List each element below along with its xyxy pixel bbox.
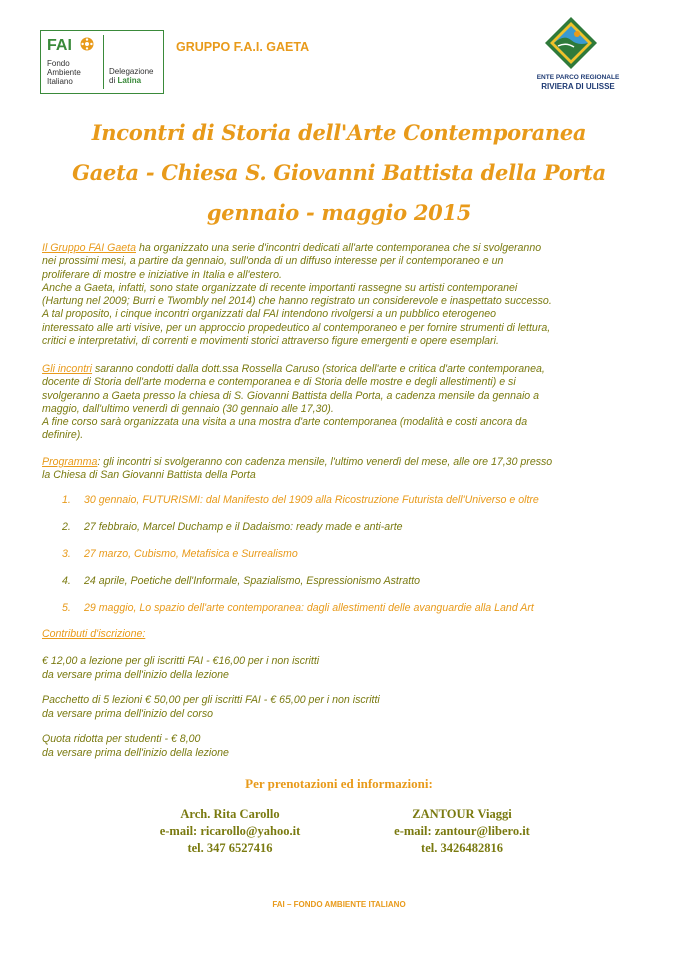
contact-left	[140, 806, 320, 857]
fai-delegation: Delegazione di Latina	[109, 67, 154, 85]
contact-name: Arch. Rita Carollo	[180, 807, 280, 821]
contact-right	[372, 806, 552, 857]
list-item: 3. 27 marzo, Cubismo, Metafisica e Surrealismo	[62, 548, 298, 560]
fee-block: Quota ridotta per studenti - € 8,00 da versare prima dell'inizio della lezione	[42, 733, 229, 759]
fees-heading: Contributi d'iscrizione:	[42, 628, 146, 640]
speakers-lead-link[interactable]: Gli incontri	[42, 363, 93, 375]
fai-subtitle: Fondo Ambiente Italiano	[47, 59, 81, 86]
title-line-1: Incontri di Storia dell'Arte Contemporanea	[91, 120, 587, 145]
park-logo-line1: ENTE PARCO REGIONALE	[536, 74, 620, 81]
list-item: 2. 27 febbraio, Marcel Duchamp e il Dadaismo: ready made e anti-arte	[62, 521, 403, 533]
program-lead-link[interactable]: Programma	[42, 456, 98, 468]
speakers-paragraph: Gli incontri saranno condotti dalla dott.ssa Rossella Caruso (storica dell'arte e critica d'arte contemporanea, docente di Storia dell'arte moderna e contemporanea e di Storia delle mostre e degli allestimenti) e si svolgeranno a Gaeta presso la chiesa di S. Giovanni Battista della Porta, a cadenza mensile da gennaio a maggio, dall'ultimo venerdì di gennaio (30 gennaio alle 17,30). A fine corso sarà organizzata una visita a una mostra d'arte contemporanea (modalità e costi ancora da definire).	[42, 363, 545, 442]
contact-phone: tel. 347 6527416	[187, 841, 273, 855]
program-paragraph: Programma: gli incontri si svolgeranno con cadenza mensile, l'ultimo venerdì del mese, alle ore 17,30 presso la Chiesa di San Giovanni Battista della Porta	[42, 456, 553, 482]
contact-email-link[interactable]: e-mail: zantour@libero.it	[394, 824, 530, 838]
title-line-2: Gaeta - Chiesa S. Giovanni Battista della Porta	[72, 160, 606, 185]
contact-email-link[interactable]: e-mail: ricarollo@yahoo.it	[159, 824, 301, 838]
park-logo-line2: RIVIERA DI ULISSE	[541, 82, 615, 91]
fee-block: Pacchetto di 5 lezioni € 50,00 per gli iscritti FAI - € 65,00 per i non iscritti da versare prima dell'inizio del corso	[42, 694, 380, 720]
list-item: 5. 29 maggio, Lo spazio dell'arte contemporanea: dagli allestimenti delle avanguardie alla Land Art	[62, 602, 534, 614]
fee-block: € 12,00 a lezione per gli iscritti FAI - €16,00 per i non iscritti da versare prima dell'inizio della lezione	[42, 655, 320, 681]
list-item: 1. 30 gennaio, FUTURISMI: dal Manifesto del 1909 alla Ricostruzione Futurista dell'Universo e oltre	[62, 494, 539, 506]
contact-name: ZANTOUR Viaggi	[412, 807, 512, 821]
contacts-heading: Per prenotazioni ed informazioni:	[245, 776, 433, 791]
list-item: 4. 24 aprile, Poetiche dell'Informale, Spazialismo, Espressionismo Astratto	[62, 575, 421, 587]
intro-paragraph: Il Gruppo FAI Gaeta ha organizzato una serie d'incontri dedicati all'arte contemporanea che si svolgeranno nei prossimi mesi, a partire da gennaio, sull'onda di un diffuso interesse per il contemporaneo e un proliferare di mostre e iniziative in Italia e all'estero. Anche a Gaeta, infatti, sono state organizzate di recente importanti rassegne su artisti contemporanei (Hartung nel 2009; Burri e Twombly nel 2014) che hanno registrato un considerevole e inaspettato successo. A tal proposito, i cinque incontri organizzati dal FAI intendono rivolgersi a un pubblico eterogeneo interessato alle arti visive, per un approccio propedeutico al contemporaneo e per fornire strumenti di lettura, critici e interpretativi, di correnti e movimenti storici attraverso figure emergenti e opere esemplari.	[42, 242, 552, 348]
footer: FAI – FONDO AMBIENTE ITALIANO	[272, 900, 406, 909]
title-line-3: gennaio - maggio 2015	[206, 200, 472, 225]
park-logo	[528, 14, 628, 98]
fai-logo	[40, 30, 164, 94]
contact-phone: tel. 3426482816	[421, 841, 503, 855]
fai-brand: FAI	[47, 37, 72, 54]
flower-icon	[80, 37, 94, 51]
intro-lead-link[interactable]: Il Gruppo FAI Gaeta	[42, 242, 137, 254]
park-emblem-icon	[544, 16, 598, 70]
group-title: GRUPPO F.A.I. GAETA	[176, 40, 310, 54]
